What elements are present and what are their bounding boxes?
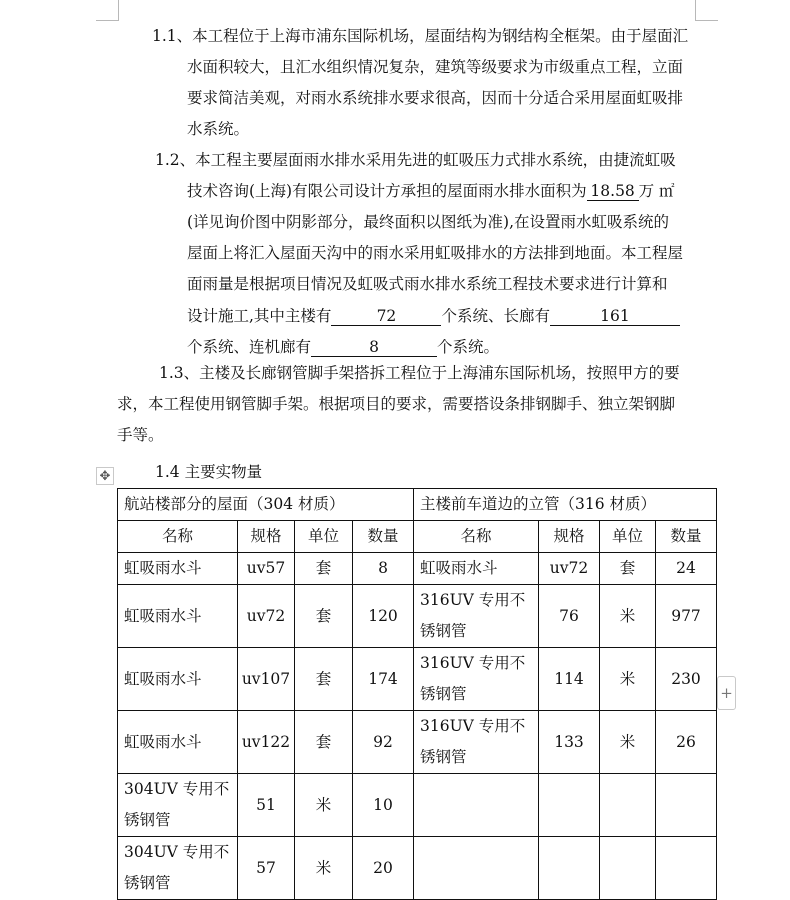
p12-line-3: (详见询价图中阴影部分，最终面积以图纸为准),在设置雨水虹吸系统的 <box>187 213 670 231</box>
p13-line-2: 求，本工程使用钢管脚手架。根据项目的要求，需要搭设条排钢脚手、独立架钢脚 <box>117 395 676 413</box>
cell-spec <box>539 837 600 900</box>
table-row <box>118 553 717 585</box>
section-heading-1-4: 1.4 主要实物量 <box>155 463 263 481</box>
cell-qty: 230 <box>656 648 717 711</box>
header-qty: 数量 <box>656 521 717 553</box>
cell-qty: 92 <box>353 711 414 774</box>
cell-name: 316UV 专用不锈钢管 <box>414 711 539 774</box>
table-row <box>118 711 717 774</box>
cell-qty: 20 <box>353 837 414 900</box>
cell-unit: 套 <box>295 648 353 711</box>
p12-line-6-mid: 个系统、长廊有 <box>441 307 550 325</box>
table-header-row <box>118 521 717 553</box>
cell-unit: 套 <box>295 585 353 648</box>
p12-line-6-text: 设计施工,其中主楼有 <box>187 307 332 325</box>
cell-qty: 8 <box>353 553 414 585</box>
cell-qty: 10 <box>353 774 414 837</box>
cell-unit <box>600 774 656 837</box>
plus-icon[interactable]: + <box>717 676 736 710</box>
p12-line-7-text: 个系统、连机廊有 <box>187 338 312 356</box>
p13-line-1: 1.3、主楼及长廊钢管脚手架搭拆工程位于上海浦东国际机场，按照甲方的要 <box>159 364 680 382</box>
cell-qty: 24 <box>656 553 717 585</box>
left-section-title: 航站楼部分的屋面（304 材质） <box>118 489 414 521</box>
cell-unit: 米 <box>600 711 656 774</box>
cell-name: 虹吸雨水斗 <box>118 648 238 711</box>
cell-name: 304UV 专用不锈钢管 <box>118 774 238 837</box>
cell-name <box>414 837 539 900</box>
cell-name: 316UV 专用不锈钢管 <box>414 648 539 711</box>
header-qty: 数量 <box>353 521 414 553</box>
p11-line-2: 水面积较大，且汇水组织情况复杂，建筑等级要求为市级重点工程，立面 <box>187 58 684 76</box>
p12-line-7 <box>187 337 499 357</box>
table-row <box>118 774 717 837</box>
cell-spec: uv107 <box>238 648 295 711</box>
header-name: 名称 <box>414 521 539 553</box>
header-spec: 规格 <box>238 521 295 553</box>
move-arrows-icon[interactable]: ✥ <box>96 467 114 485</box>
cell-qty: 174 <box>353 648 414 711</box>
table-row <box>118 648 717 711</box>
cell-spec: uv57 <box>238 553 295 585</box>
cell-unit: 套 <box>295 553 353 585</box>
area-unit: 万 ㎡ <box>638 182 675 200</box>
right-section-title: 主楼前车道边的立管（316 材质） <box>414 489 717 521</box>
cell-spec <box>539 774 600 837</box>
cell-qty <box>656 774 717 837</box>
p12-line-6 <box>187 306 680 326</box>
link-system-count: 8 <box>311 338 437 357</box>
header-spec: 规格 <box>539 521 600 553</box>
cell-spec: 76 <box>539 585 600 648</box>
cell-name: 304UV 专用不锈钢管 <box>118 837 238 900</box>
cell-unit: 套 <box>295 711 353 774</box>
main-system-count: 72 <box>331 307 441 326</box>
cell-qty: 977 <box>656 585 717 648</box>
page-corner-mark-right <box>695 0 718 21</box>
corridor-system-count: 161 <box>550 307 680 326</box>
area-value: 18.58 <box>587 182 639 201</box>
cell-unit: 米 <box>600 648 656 711</box>
cell-spec: uv122 <box>238 711 295 774</box>
p11-line-4: 水系统。 <box>187 120 250 138</box>
cell-name: 虹吸雨水斗 <box>118 585 238 648</box>
cell-unit: 套 <box>600 553 656 585</box>
header-unit: 单位 <box>600 521 656 553</box>
cell-qty <box>656 837 717 900</box>
cell-name: 虹吸雨水斗 <box>118 711 238 774</box>
cell-name <box>414 774 539 837</box>
p11-line-3: 要求简洁美观，对雨水系统排水要求很高，因而十分适合采用屋面虹吸排 <box>187 89 684 107</box>
cell-qty: 26 <box>656 711 717 774</box>
table-title-row <box>118 489 717 521</box>
p13-line-3: 手等。 <box>117 426 164 444</box>
cell-unit: 米 <box>295 837 353 900</box>
p11-line-1: 1.1、本工程位于上海市浦东国际机场，屋面结构为钢结构全框架。由于屋面汇 <box>152 27 689 45</box>
cell-spec: 133 <box>539 711 600 774</box>
cell-spec: uv72 <box>238 585 295 648</box>
p12-line-4: 屋面上将汇入屋面天沟中的雨水采用虹吸排水的方法排到地面。本工程屋 <box>187 244 684 262</box>
p12-line-1: 1.2、本工程主要屋面雨水排水采用先进的虹吸压力式排水系统，由捷流虹吸 <box>155 151 676 169</box>
p12-line-7-end: 个系统。 <box>437 338 500 356</box>
cell-name: 316UV 专用不锈钢管 <box>414 585 539 648</box>
header-unit: 单位 <box>295 521 353 553</box>
cell-unit: 米 <box>295 774 353 837</box>
cell-spec: uv72 <box>539 553 600 585</box>
header-name: 名称 <box>118 521 238 553</box>
quantity-table <box>117 488 717 900</box>
cell-unit <box>600 837 656 900</box>
cell-unit: 米 <box>600 585 656 648</box>
cell-name: 虹吸雨水斗 <box>118 553 238 585</box>
p12-line-5: 面雨量是根据项目情况及虹吸式雨水排水系统工程技术要求进行计算和 <box>187 275 668 293</box>
table-row <box>118 585 717 648</box>
page-corner-mark-left <box>96 0 119 21</box>
cell-spec: 114 <box>539 648 600 711</box>
cell-name: 虹吸雨水斗 <box>414 553 539 585</box>
cell-qty: 120 <box>353 585 414 648</box>
cell-spec: 57 <box>238 837 295 900</box>
p12-line-2 <box>187 181 675 201</box>
p12-line-2-text: 技术咨询(上海)有限公司设计方承担的屋面雨水排水面积为 <box>187 182 587 200</box>
cell-spec: 51 <box>238 774 295 837</box>
table-row <box>118 837 717 900</box>
